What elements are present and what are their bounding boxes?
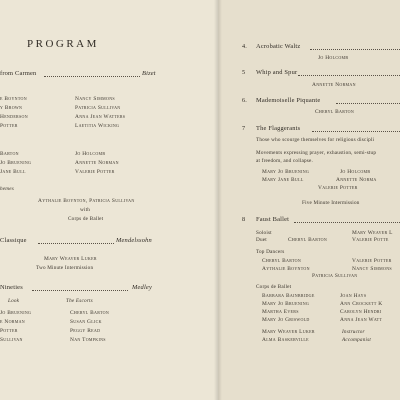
faust-corps-3a: Martha Evers (262, 309, 299, 315)
carmen-cast-4b: Laetitia Wicking (75, 123, 120, 129)
item-6-leader (336, 103, 400, 104)
carmen-principals: Aythalie Boynton, Patricia Sullivan (38, 198, 135, 204)
item-8-number: 8 (242, 216, 246, 223)
classique-composer: Mendelssohn (116, 237, 152, 244)
nineties-col1-header: Look (8, 298, 20, 304)
faust-corps-label: Corps de Ballet (256, 284, 292, 290)
flagg-cast-1b: Jo Holcomb (340, 169, 371, 175)
classique-title: Classique (0, 237, 27, 244)
item-5-performer: Annette Norman (312, 82, 356, 88)
nineties-row-4b: Nan Tompkins (70, 337, 106, 343)
flagg-intermission: Five Minute Intermission (302, 200, 360, 206)
credit-2-name: Alma Baskerville (262, 337, 309, 343)
carmen-cast-3a: Henderson (0, 114, 28, 120)
faust-top-2b: Nancy Simmons (352, 266, 392, 272)
nineties-col2-header: The Escorts (66, 298, 93, 304)
item-5-title: Whip and Spur (256, 69, 298, 76)
faust-soloist-label: Soloist (256, 230, 272, 236)
faust-corps-3b: Carolyn Hendri (340, 309, 382, 315)
faust-duet-a: Cheryl Barton (288, 237, 328, 243)
nineties-leader (32, 290, 128, 291)
nineties-row-2a: e Norman (0, 319, 25, 325)
page-title: PROGRAM (27, 38, 99, 50)
carmen-cast-4a: Potter (0, 123, 18, 129)
faust-corps-1b: Joan Hays (340, 293, 367, 299)
flagg-cast-1a: Mary Jo Bruening (262, 169, 310, 175)
flagg-desc-3: at freedom, and collapse. (256, 158, 313, 164)
item-4-number: 4. (242, 43, 248, 50)
classique-intermission: Two Minute Intermission (36, 265, 94, 271)
carmen-cast2-1b: Jo Holcomb (75, 151, 106, 157)
flagg-desc-1: Those who scourge themselves for religious discipli (256, 137, 375, 143)
carmen-cast-2a: y Brown (0, 105, 23, 111)
faust-duet-b: Valerie Potte (352, 237, 389, 243)
faust-top-label: Top Dancers (256, 249, 285, 255)
nineties-composer: Medley (132, 284, 153, 291)
item-4-title: Acrobatic Waltz (256, 43, 301, 50)
item-7-title: The Flaggerants (256, 125, 301, 132)
carmen-title: from Carmen (0, 70, 37, 77)
item-6-performer: Cheryl Barton (315, 109, 355, 115)
carmen-corps: Corps de Ballet (68, 216, 104, 222)
carmen-cast2-1a: Barton (0, 151, 19, 157)
item-5-number: 5 (242, 69, 246, 76)
carmen-composer: Bizet (142, 70, 156, 77)
item-4-performer: Jo Holcomb (318, 55, 349, 61)
carmen-cast-2b: Patricia Sullivan (75, 105, 121, 111)
credit-1-name: Mary Weaver Luker (262, 329, 315, 335)
item-7-leader (312, 131, 400, 132)
carmen-cast2-3b: Valerie Potter (75, 169, 115, 175)
classique-dancer: Mary Weaver Luker (44, 256, 97, 262)
faust-corps-4a: Mary Jo Griswold (262, 317, 310, 323)
carmen-cast-1a: e Boynton (0, 96, 27, 102)
carmen-leader (44, 76, 140, 77)
flagg-desc-2: Movements expressing prayer, exhaustion, semi-stup (256, 150, 377, 156)
carmen-cast-3b: Anna Jean Watters (75, 114, 126, 120)
nineties-row-1b: Cheryl Barton (70, 310, 110, 316)
carmen-with: with (80, 207, 91, 213)
faust-corps-4b: Anna Jean Watt (340, 317, 383, 323)
classique-leader (38, 243, 114, 244)
carmen-cast2-3a: Jane Bull (0, 169, 26, 175)
nineties-title: Nineties (0, 284, 23, 291)
flagg-cast-2b: Annette Norma (336, 177, 377, 183)
item-5-leader (298, 75, 400, 76)
faust-corps-2a: Mary Jo Bruening (262, 301, 310, 307)
faust-top-1b: Valerie Potter (352, 258, 392, 264)
faust-top-1a: Cheryl Barton (262, 258, 302, 264)
carmen-cast2-2b: Annette Norman (75, 160, 119, 166)
carmen-cast-1b: Nancy Simmons (75, 96, 115, 102)
nineties-row-4a: Sullivan (0, 337, 23, 343)
credit-1-role: Instructor (342, 329, 365, 335)
nineties-row-3a: Potter (0, 328, 18, 334)
nineties-row-2b: Susan Glick (70, 319, 102, 325)
page-gutter (214, 0, 222, 400)
item-8-leader (294, 222, 400, 223)
item-6-number: 6. (242, 97, 248, 104)
flagg-extra: Valerie Potter (318, 185, 358, 191)
flagg-cast-2a: Mary Jane Bull (262, 177, 304, 183)
nineties-row-1a: Jo Bruening (0, 310, 32, 316)
item-4-leader (310, 49, 400, 50)
item-7-number: 7 (242, 125, 246, 132)
faust-corps-1a: Barbara Bainbridge (262, 293, 315, 299)
faust-soloist: Mary Weaver L (352, 230, 393, 236)
nineties-row-3b: Peggy Read (70, 328, 101, 334)
item-8-title: Faust Ballet (256, 216, 290, 223)
carmen-cast2-2a: Jo Bruening (0, 160, 32, 166)
carmen-section: hemes (0, 186, 14, 192)
faust-corps-2b: Ann Crockett K (340, 301, 383, 307)
item-6-title: Mademoiselle Piquante (256, 97, 321, 104)
credit-2-role: Accompanist (342, 337, 371, 343)
faust-duet-label: Duet (256, 237, 267, 243)
faust-top-extra: Patricia Sullivan (312, 273, 358, 279)
faust-top-2a: Aythalie Boynton (262, 266, 310, 272)
